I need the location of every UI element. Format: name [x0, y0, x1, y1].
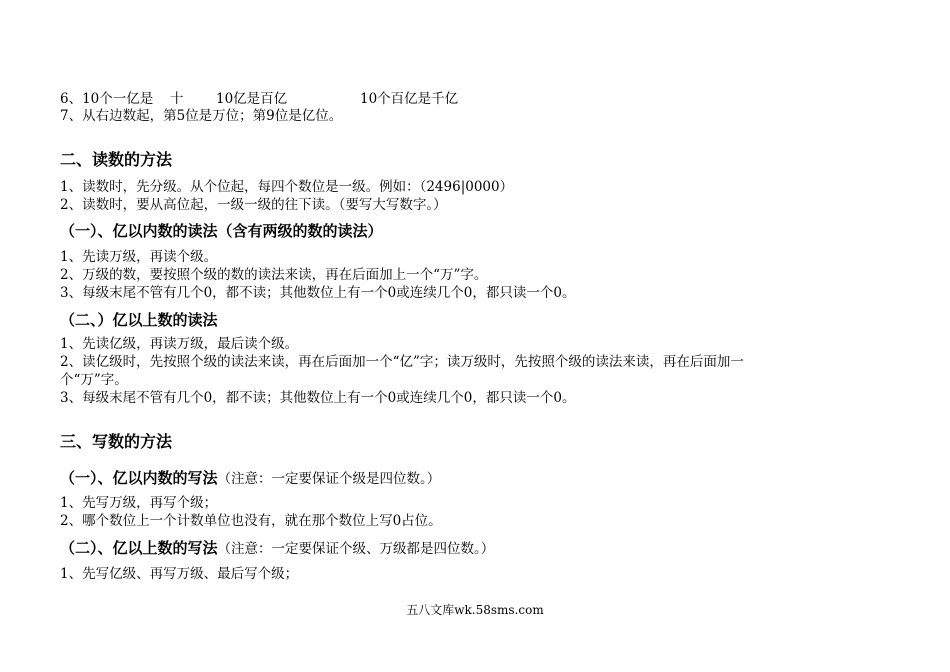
- subheading-below-yi-writing-note: （注意：一定要保证个级是四位数。）: [217, 471, 441, 487]
- subheading-above-yi-writing-title: （二）、亿以上数的写法: [60, 539, 218, 557]
- below-yi-reading-3: 3、每级末尾不管有几个0，都不读；其他数位上有一个0或连续几个0，都只读一个0。: [60, 285, 576, 301]
- subheading-below-yi-writing: [60, 468, 440, 489]
- above-yi-reading-2: 2、读亿级时，先按照个级的读法来读，再在后面加一个“亿”字；读万级时，先按照个级的读法来读，再在后面加一: [60, 354, 744, 370]
- below-yi-writing-2: 2、哪个数位上一个计数单位也没有，就在那个数位上写0占位。: [60, 513, 442, 529]
- reading-rule-1: 1、读数时，先分级。从个位起，每四个数位是一级。例如：（2496|0000）: [60, 179, 514, 195]
- item-6-part-a: 6、10个一亿是: [60, 91, 154, 107]
- above-yi-reading-2-cont: 个“万”字。: [60, 372, 128, 388]
- subheading-below-yi-reading: （一）、亿以内数的读法（含有两级的数的读法）: [60, 222, 383, 240]
- item-6-part-d: 10个百亿是千亿: [360, 91, 459, 107]
- subheading-below-yi-writing-title: （一）、亿以内数的写法: [60, 469, 218, 487]
- below-yi-writing-1: 1、先写万级，再写个级；: [60, 495, 218, 511]
- below-yi-reading-1: 1、先读万级，再读个级。: [60, 249, 218, 265]
- above-yi-reading-1: 1、先读亿级，再读万级，最后读个级。: [60, 336, 299, 352]
- section-heading-writing: 三、写数的方法: [60, 432, 173, 451]
- subheading-above-yi-reading: （二、）亿以上数的读法: [60, 311, 218, 329]
- reading-rule-2: 2、读数时，要从高位起，一级一级的往下读。（要写大写数字。）: [60, 197, 447, 213]
- item-6-part-c: 10亿是百亿: [216, 91, 288, 107]
- item-6-part-b: 十: [170, 91, 184, 107]
- page-footer: 五八文库wk.58sms.com: [406, 603, 544, 617]
- above-yi-writing-1: 1、先写亿级、再写万级、最后写个级；: [60, 566, 299, 582]
- subheading-above-yi-writing: [60, 538, 494, 559]
- section-heading-reading: 二、读数的方法: [60, 150, 173, 169]
- subheading-above-yi-writing-note: （注意：一定要保证个级、万级都是四位数。）: [217, 541, 495, 557]
- above-yi-reading-3: 3、每级末尾不管有几个0，都不读；其他数位上有一个0或连续几个0，都只读一个0。: [60, 390, 576, 406]
- item-7: 7、从右边数起，第5位是万位；第9位是亿位。: [60, 108, 343, 124]
- below-yi-reading-2: 2、万级的数，要按照个级的数的读法来读，再在后面加上一个“万”字。: [60, 267, 488, 283]
